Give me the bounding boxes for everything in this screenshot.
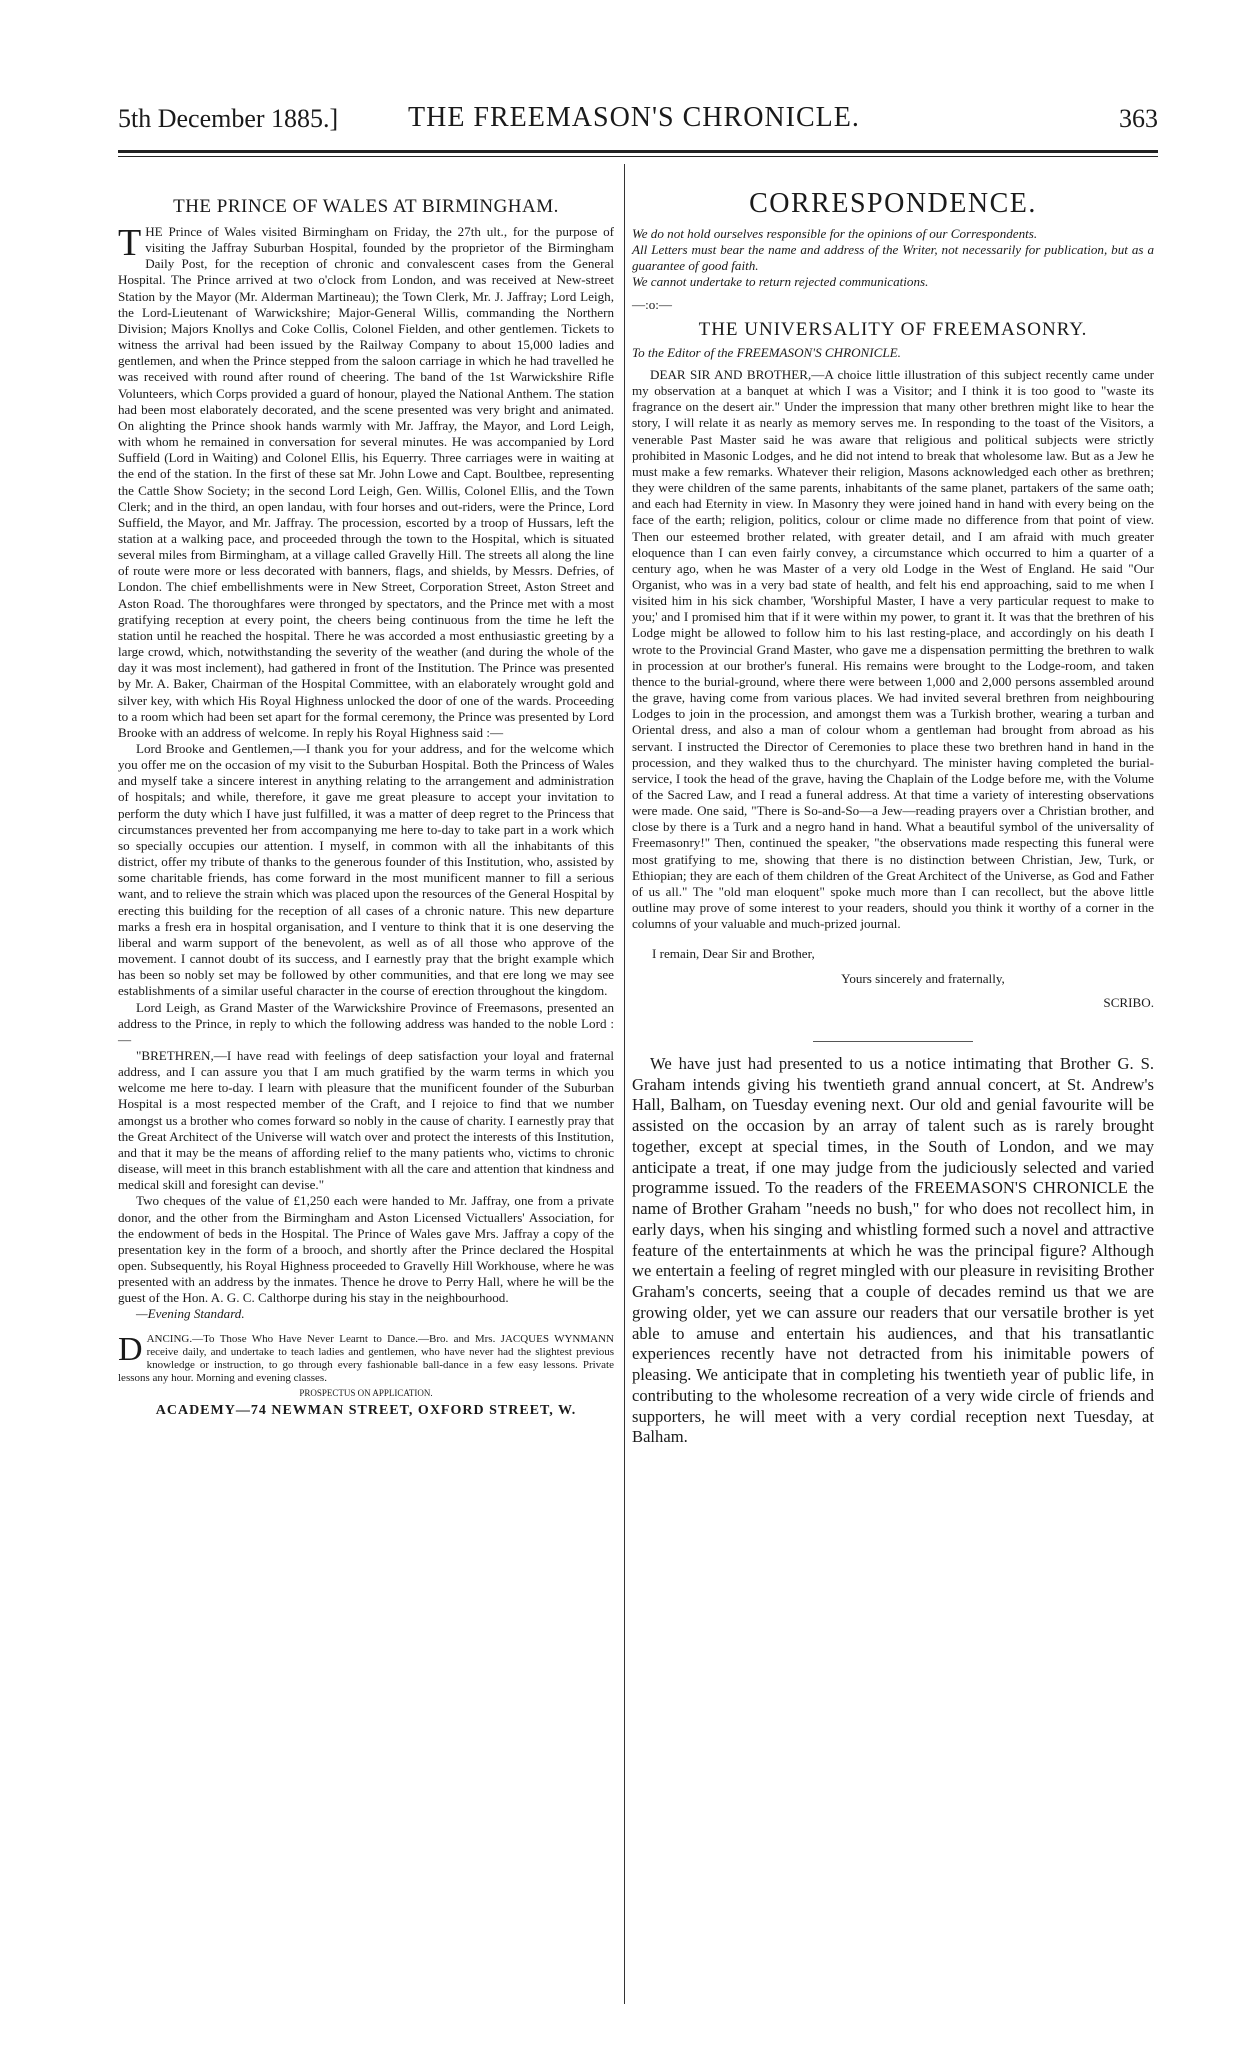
letter-body: DEAR SIR AND BROTHER,—A choice little illustration of this subject recently came under my observation at a banquet at which I was a Visitor; and I think it is too good to "waste its fragrance on the desert air." Under the impression that many other brethren might like to hear the story, I will relate it as nearly as memory serves me. In responding to the toast of the Visitors, a venerable Past Master said he was aware that religious and political subjects were strictly prohibited in Masonic Lodges, and he did not intend to break that wholesome law. But as a Jew he must make a few remarks. Whatever their religion, Masons acknowledged each other as brethren; they were children of the same parents, inhabitants of the same planet, partakers of the same oath; and each had Eternity in view. In Masonry they were joined hand in hand with every being on the face of the earth; religion, politics, colour or clime made no difference from that point of view. Then our esteemed brother related, with greater detail, and I am afraid with much greater eloquence than I can even fairly convey, a circumstance which occurred to him a quarter of a century ago, when he was Master of a very old Lodge in the West of England. He said "Our Organist, who was in a very bad state of health, and felt his end approaching, said to me when I visited him in his sick chamber, 'Worshipful Master, I have a very particular request to make to you;' and I promised him that if it were within my power, to grant it. It was that the brethren of his Lodge might be allowed to follow him to his last resting-place, and accordingly on his death I wrote to the Provincial Grand Master, who gave me a dispensation permitting the brethren to walk in procession at our brother's funeral. His remains were brought to the Lodge-room, and taken thence to the burial-ground, where there were between 1,000 and 2,000 persons assembled around the grave, having come from various places. We had invited several brethren from neighbouring Lodges to join in the procession, and amongst them was a Turkish brother, wearing a turban and Oriental dress, and also a man of colour whom a gentleman had brought from abroad as his servant. I instructed the Director of Ceremonies to place these two brethren hand in hand in the procession, and they walked thus to the churchyard. The minister having completed the burial-service, I took the head of the grave, having the Chaplain of the Lodge before me, with the Volume of the Sacred Law, and I read a funeral address. At that time a variety of interesting observations were made. One said, "There is So-and-So—a Jew—reading prayers over a Christian brother, and close by there is a Turk and a negro hand in hand. What a beautiful symbol of the universality of Freemasonry!" Then, continued the speaker, "the observations made respecting this funeral were most gratifying to me, showing that there is no distinction between Christian, Jew, Turk, or Ethiopian; they are each of them children of the Great Architect of the Universe, as God and Father of us all." The "old man eloquent" spoke much more than I can recollect, but the above little outline may prove of some interest to your readers, should you think it worthy of a corner in the columns of your valuable and much-prized journal. xyxy=(632,366,1154,932)
article-paragraph-1: THE Prince of Wales visited Birmingham on Friday, the 27th ult., for the purpose of visiting the Jaffray Suburban Hospital, founded by the proprietor of the Birmingham Daily Post, for the reception of chronic and convalescent cases from the General Hospital. The Prince arrived at two o'clock from London, and was received at New-street Station by the Mayor (Mr. Alderman Martineau); the Town Clerk, Mr. J. Jaffray; Lord Leigh, the Lord-Lieutenant of Warwickshire; Major-General Willis, commanding the Northern Division; Majors Knollys and Coke Collis, Colonel Fielden, and other gentlemen. Tickets to witness the arrival had been issued by the Railway Company to about 15,000 ladies and gentlemen, and when the Prince stepped from the saloon carriage in which he had travelled he was received with round after round of cheering. The band of the 1st Warwickshire Rifle Volunteers, which Corps provided a guard of honour, played the National Anthem. The station had been most elaborately decorated, and the scene presented was very bright and animated. On alighting the Prince shook hands warmly with Mr. Jaffray, the Mayor, and Lord Leigh, with whom he remained in conversation for several minutes. He was accompanied by Lord Suffield (Lord in Waiting) and Colonel Ellis, his Equerry. Three carriages were in waiting at the end of the station. In the first of these sat Mr. John Lowe and Capt. Boultbee, representing the Cattle Show Society; in the second Lord Leigh, Gen. Willis, Colonel Ellis, and the Town Clerk; and in the third, an open landau, with four horses and out-riders, were the Prince, Lord Suffield, the Mayor, and Mr. Jaffray. The procession, escorted by a troop of Hussars, left the station at a walking pace, and proceeded through the town to the Hospital, which is situated several miles from Birmingham, at a village called Gravelly Hill. The streets all along the line of route were more or less decorated with banners, flags, and shields, by Messrs. Defries, of London. The chief embellishments were in New Street, Corporation Street, Aston Street and Aston Road. The thoroughfares were thronged by spectators, and the Prince met with a most gratifying reception at every point, the cheers being continuous from the time he left the station until he reached the hospital. There he was accorded a most enthusiastic greeting by a large crowd, which, notwithstanding the severity of the weather (and during the whole of the day it was most inclement), had gathered in front of the Institution. The Prince was presented by Mr. A. Baker, Chairman of the Hospital Committee, with an elaborately wrought gold and silver key, with which His Royal Highness unlocked the door of one of the wards. Proceeding to a room which had been set apart for the formal ceremony, the Prince was presented by Lord Brooke with an address of welcome. In reply his Royal Highness said :— xyxy=(118,222,614,740)
section-rule xyxy=(813,1041,973,1042)
header-rule-thick xyxy=(118,150,1158,153)
article-title: THE PRINCE OF WALES AT BIRMINGHAM. xyxy=(173,196,559,217)
letter-addressee: To the Editor of the FREEMASON'S CHRONICLE. xyxy=(632,344,901,360)
concert-notice xyxy=(632,1054,1154,1448)
editorial-note-3: We cannot undertake to return rejected communications. xyxy=(632,274,929,290)
header-rule-thin xyxy=(118,156,1158,157)
advert-address: ACADEMY—74 NEWMAN STREET, OXFORD STREET, W. xyxy=(155,1402,577,1418)
letter-signature: SCRIBO. xyxy=(1103,994,1154,1010)
page-header xyxy=(118,96,1158,144)
article-paragraph-2: Lord Brooke and Gentlemen,—I thank you for your address, and for the welcome which you offer me on the occasion of my visit to the Suburban Hospital. Both the Princess of Wales and myself take a sincere interest in anything relating to the arrangement and administration of hospitals; and while, therefore, it gave me great pleasure to accept your invitation to perform the duty which I have just fulfilled, it was a matter of deep regret to the Princess that circumstances prevented her from accompanying me here to-day to take part in a work which so specially occupies our attention. I myself, in common with all the inhabitants of this district, offer my tribute of thanks to the generous founder of this Institution, who, assisted by some charitable friends, has come forward in the most munificent manner to fill a serious want, and to relieve the strain which was placed upon the resources of the General Hospital by erecting this building for the reception of all cases of a chronic nature. This new departure marks a fresh era in hospital organisation, and I venture to think that it is one deserving the liberal and warm support of the benevolent, as well as of all those who approve of the movement. I cannot doubt of its success, and I earnestly pray that the bright example which has been so nobly set may be followed by other communities, and that ere long we may see establishments of a similar useful character in the course of erection throughout the kingdom. xyxy=(118,741,614,999)
editorial-note-1: We do not hold ourselves responsible for the opinions of our Correspondents. xyxy=(632,226,1038,241)
drop-cap: T xyxy=(118,222,142,264)
article-paragraph-4: "BRETHREN,—I have read with feelings of deep satisfaction your loyal and fraternal address, and I can assure you that I am much gratified by the warm terms in which you welcome me here to-day. I learn with pleasure that the munificent founder of the Suburban Hospital is a most respected member of the Craft, and I rejoice to find that we number amongst us a brother who comes forward so nobly in the cause of charity. I earnestly pray that the Great Architect of the Universe will watch over and protect the interests of this Institution, and that it may be the means of affording relief to the many patients who, victims to chronic disease, will meet in this branch establishment with all the care and attention that kindness and medical skill and foresight can devise." xyxy=(118,1047,614,1193)
letter-closing-2: Yours sincerely and fraternally, xyxy=(841,970,1005,986)
issue-date: 5th December 1885.] xyxy=(118,104,339,133)
page-number: 363 xyxy=(1119,104,1158,133)
publication-title: THE FREEMASON'S CHRONICLE. xyxy=(408,102,860,133)
advert-text: DANCING.—To Those Who Have Never Learnt to Dance.—Bro. and Mrs. JACQUES WYNMANN receive daily, and undertake to teach ladies and gentlemen, who have never had the slightest previous knowledge or instruction, to go through every fashionable ball-dance in a few easy lessons. Private lessons any hour. Morning and evening classes. xyxy=(118,1330,614,1384)
article-paragraph-3: Lord Leigh, as Grand Master of the Warwickshire Province of Freemasons, presented an address to the Prince, in reply to which the following address was handed to the noble Lord :— xyxy=(118,999,614,1047)
left-column xyxy=(118,178,614,1417)
article-source: —Evening Standard. xyxy=(136,1306,245,1322)
letter-title: THE UNIVERSALITY OF FREEMASONRY. xyxy=(698,318,1088,340)
dancing-advert xyxy=(118,1330,614,1418)
article-paragraph-5: Two cheques of the value of £1,250 each were handed to Mr. Jaffray, one from a private donor, and the other from the Birmingham and Aston Licensed Victuallers' Association, for the endowment of beds in the Hospital. The Prince of Wales gave Mrs. Jaffray a copy of the presentation key in the form of a brooch, and shortly after the Prince declared the Hospital open. Subsequently, his Royal Highness proceeded to Gravelly Hill Workhouse, where he was presented with an address by the inmates. Thence he drove to Perry Hall, where he will be the guest of the Hon. A. G. C. Calthorpe during his stay in the neighbourhood. xyxy=(118,1193,614,1306)
correspondence-title: CORRESPONDENCE. xyxy=(749,188,1037,219)
right-column xyxy=(632,178,1154,1448)
letter-closing-1: I remain, Dear Sir and Brother, xyxy=(652,946,815,962)
advert-prospectus: PROSPECTUS ON APPLICATION. xyxy=(299,1387,433,1398)
advert-drop-cap: D xyxy=(118,1330,143,1368)
column-divider xyxy=(624,164,625,2004)
section-separator: —:o:— xyxy=(632,296,673,312)
editorial-note-2: All Letters must bear the name and address of the Writer, not necessarily for publication, but as a guarantee of good faith. xyxy=(632,242,1154,274)
concert-notice-text: We have just had presented to us a notice intimating that Brother G. S. Graham intends giving his twentieth grand annual concert, at St. Andrew's Hall, Balham, on Tuesday evening next. Our old and genial favourite will be assisted on the occasion by an array of talent such as is rarely brought together, except at special times, in the South of London, and we may anticipate a treat, if one may judge from the judiciously selected and varied programme issued. To the readers of the FREEMASON'S CHRONICLE the name of Brother Graham "needs no bush," for who does not recollect him, in early days, when his singing and whistling formed such a novel and attractive feature of the entertainments at which he was the principal figure? Although we entertain a feeling of regret mingled with our pleasure in revisiting Brother Graham's concerts, seeing that a couple of decades remind us that we are growing older, yet we can assure our readers that our versatile brother is yet able to amuse and entertain his audiences, and that his transatlantic experiences recently have not detracted from his inimitable powers of pleasing. We anticipate that in completing his twentieth year of public life, in contributing to the wholesome recreation of a very wide circle of friends and supporters, he will meet with a very cordial reception next Tuesday, at Balham. xyxy=(632,1053,1154,1447)
